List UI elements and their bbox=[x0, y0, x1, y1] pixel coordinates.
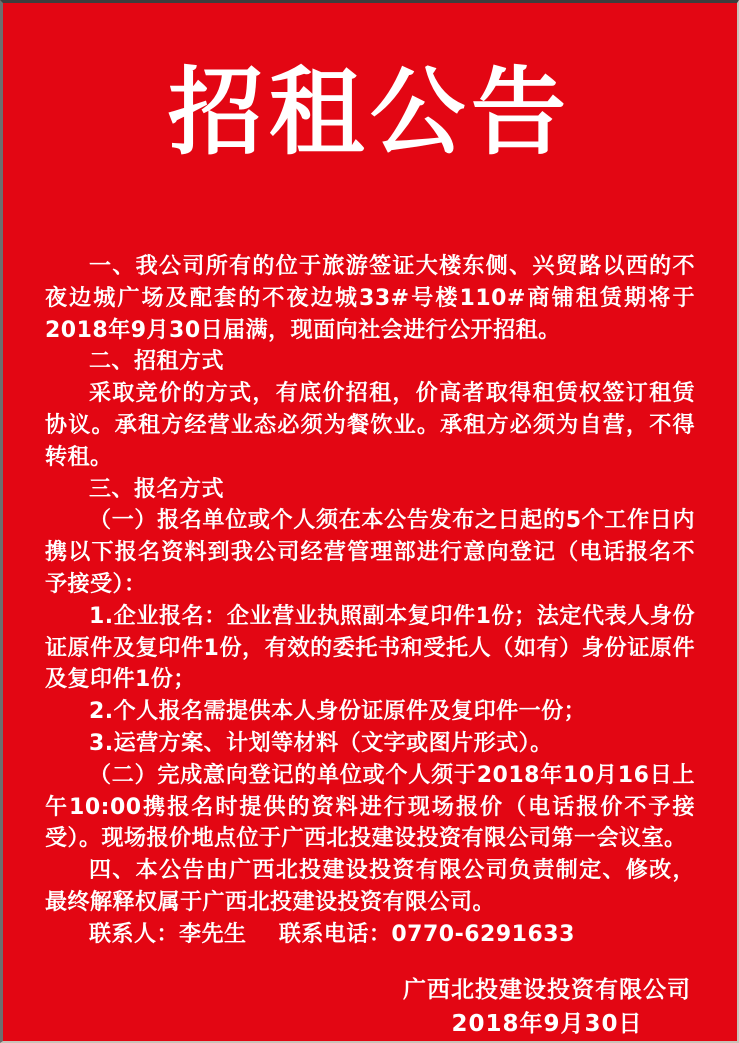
signature-inner bbox=[403, 973, 691, 1041]
contact-person: 联系人：李先生 bbox=[89, 921, 247, 947]
poster-paragraph: 一、我公司所有的位于旅游签证大楼东侧、兴贸路以西的不夜边城广场及配套的不夜边城33#号楼110#商铺租赁期将于2018年9月30日届满，现面向社会进行公开招租。 bbox=[45, 254, 695, 343]
signature-block bbox=[3, 973, 691, 1041]
poster-title: 招租公告 bbox=[167, 57, 572, 168]
signature-company: 广西北投建设投资有限公司 bbox=[403, 976, 691, 1003]
poster-paragraph: （一）报名单位或个人须在本公告发布之日起的5个工作日内携以下报名资料到我公司经营管理部进行意向登记（电话报名不予接受）： bbox=[45, 508, 695, 597]
poster-body bbox=[3, 251, 737, 919]
poster-paragraph: 采取竞价的方式，有底价招租，价高者取得租赁权签订租赁协议。承租方经营业态必须为餐饮业。承租方必须为自营，不得转租。 bbox=[45, 381, 695, 470]
poster-paragraph: 1.企业报名：企业营业执照副本复印件1份；法定代表人身份证原件及复印件1份，有效的委托书和受托人（如有）身份证原件及复印件1份； bbox=[45, 603, 695, 693]
contact-phone: 联系电话：0770-6291633 bbox=[278, 921, 575, 947]
poster-paragraph: （二）完成意向登记的单位或个人须于2018年10月16日上午10:00携报名时提供的资料进行现场报价（电话报价不予接受）。现场报价地点位于广西北投建设投资有限公司第一会议室。 bbox=[45, 762, 695, 852]
poster-paragraph: 三、报名方式 bbox=[89, 476, 225, 502]
poster-paragraph: 2.个人报名需提供本人身份证原件及复印件一份； bbox=[89, 699, 587, 725]
poster-paragraph: 四、本公告由广西北投建设投资有限公司负责制定、修改，最终解释权属于广西北投建设投资有限公司。 bbox=[45, 858, 695, 915]
signature-date: 2018年9月30日 bbox=[451, 1010, 643, 1037]
contact-line bbox=[3, 919, 737, 951]
poster-paragraph: 3.运营方案、计划等材料（文字或图片形式）。 bbox=[89, 730, 553, 756]
poster-paragraph: 二、招租方式 bbox=[89, 349, 225, 375]
